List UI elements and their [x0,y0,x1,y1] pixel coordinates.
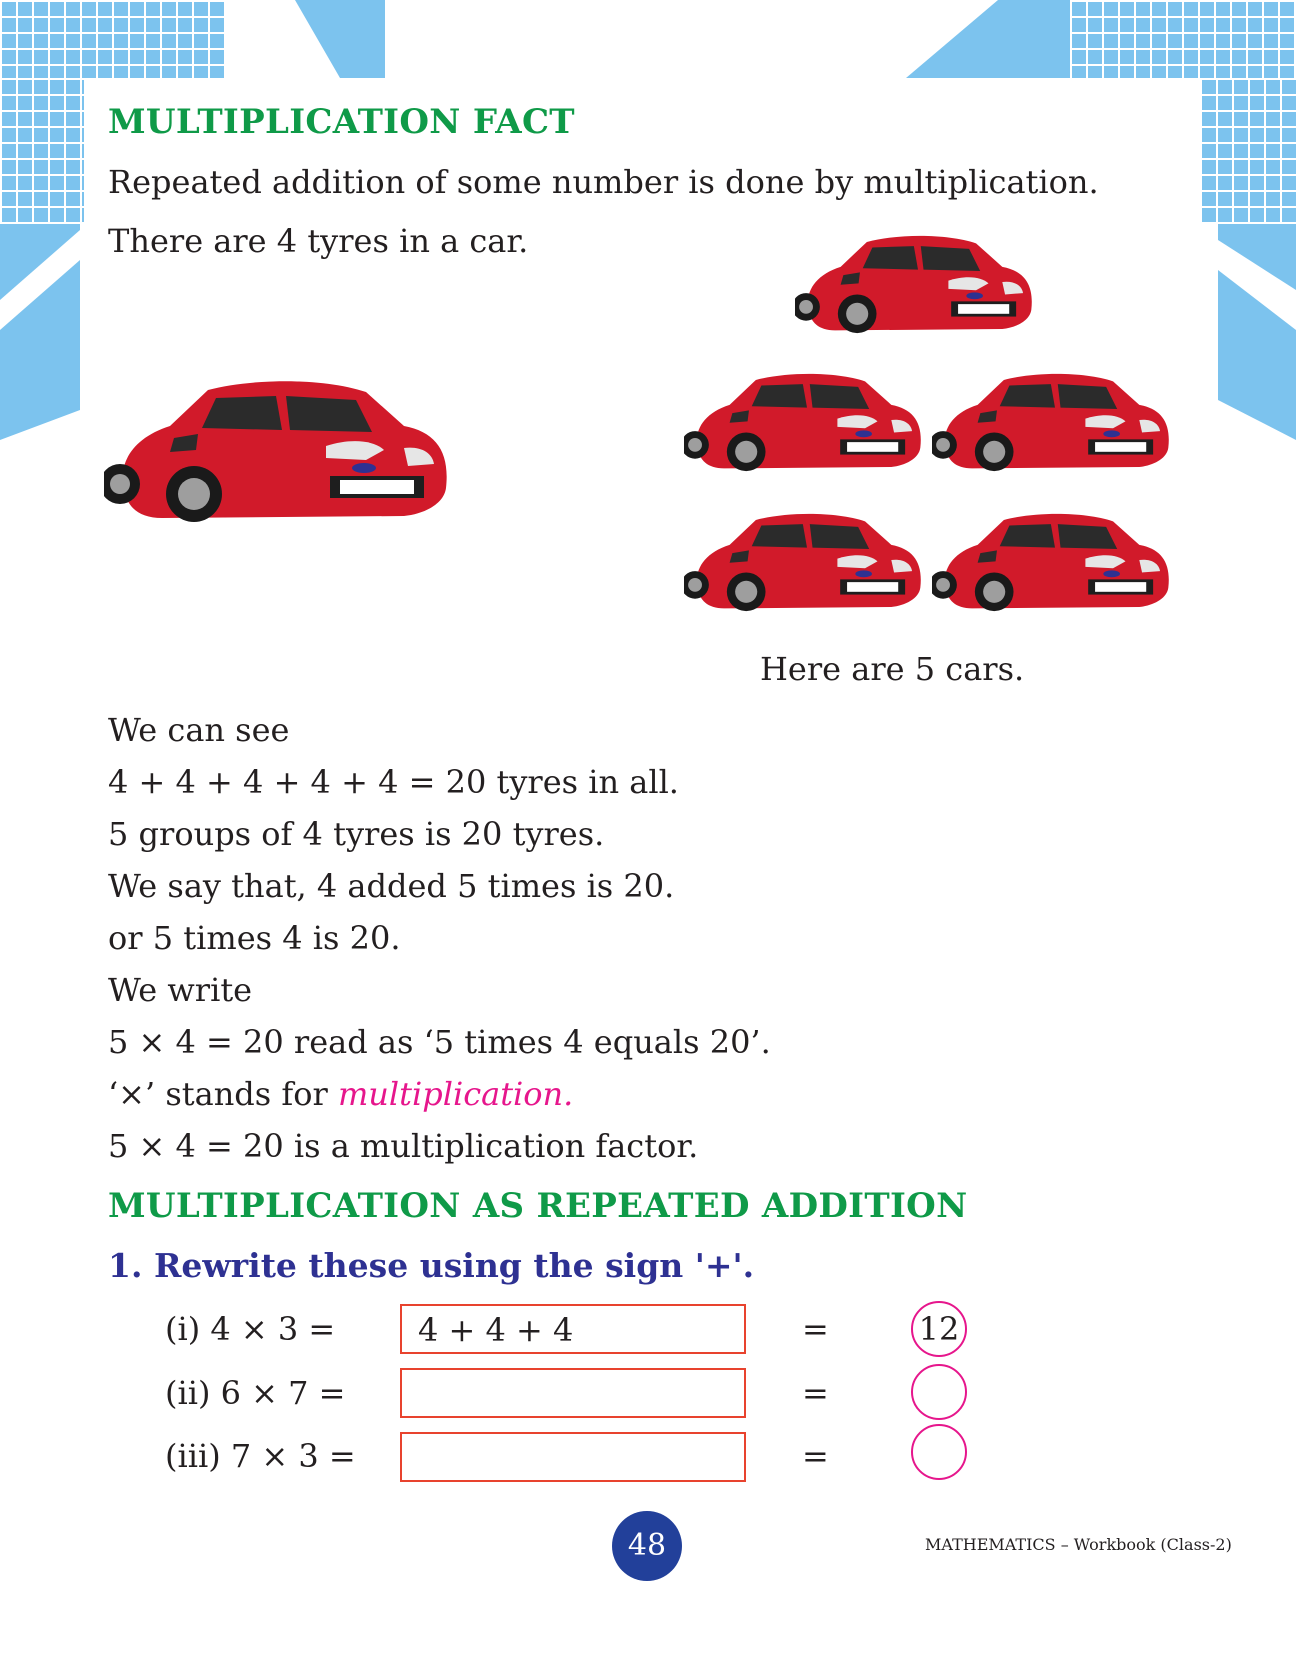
car-image [684,510,930,628]
answer-box[interactable] [400,1432,746,1482]
explanation-line: or 5 times 4 is 20. [108,919,401,957]
explanation-line: We say that, 4 added 5 times is 20. [108,867,675,905]
explanation-line: 5 groups of 4 tyres is 20 tyres. [108,815,605,853]
result-circle[interactable]: 12 [911,1301,967,1357]
section-heading-multiplication-fact: MULTIPLICATION FACT [108,102,575,142]
top-right-grid-column [1200,78,1296,224]
car-image [795,232,1041,350]
cars-caption: Here are 5 cars. [760,650,1025,688]
top-right-grid [1070,0,1296,78]
intro-text: Repeated addition of some number is done by multiplication. [108,163,1099,201]
exercise-label: (i) 4 × 3 = [165,1310,336,1348]
answer-box[interactable] [400,1368,746,1418]
explanation-line: We write [108,971,253,1009]
answer-box[interactable]: 4 + 4 + 4 [400,1304,746,1354]
exercise-label: (iii) 7 × 3 = [165,1437,356,1475]
top-left-grid-column [0,78,84,224]
car-image [932,370,1178,488]
explanation-line: 4 + 4 + 4 + 4 + 4 = 20 tyres in all. [108,763,679,801]
exercise-label: (ii) 6 × 7 = [165,1374,346,1412]
tyres-text: There are 4 tyres in a car. [108,222,529,260]
car-image [684,370,930,488]
equals-sign: = [802,1437,829,1475]
page-number-badge: 48 [612,1511,682,1581]
section-heading-repeated-addition: MULTIPLICATION AS REPEATED ADDITION [108,1186,968,1226]
stands-for-line [108,1075,573,1113]
multiplication-term: multiplication. [337,1075,574,1113]
equals-sign: = [802,1374,829,1412]
result-circle[interactable] [911,1424,967,1480]
question-title: 1. Rewrite these using the sign '+'. [108,1246,755,1285]
top-left-grid [0,0,225,78]
book-title-footer: MATHEMATICS – Workbook (Class-2) [925,1535,1232,1554]
car-image [932,510,1178,628]
stands-for-prefix: ‘×’ stands for [108,1075,338,1113]
result-circle[interactable] [911,1364,967,1420]
explanation-line: 5 × 4 = 20 read as ‘5 times 4 equals 20’. [108,1023,771,1061]
fact-line: 5 × 4 = 20 is a multiplication factor. [108,1127,699,1165]
equals-sign: = [802,1310,829,1348]
explanation-line: We can see [108,711,290,749]
single-car-image [104,376,460,546]
